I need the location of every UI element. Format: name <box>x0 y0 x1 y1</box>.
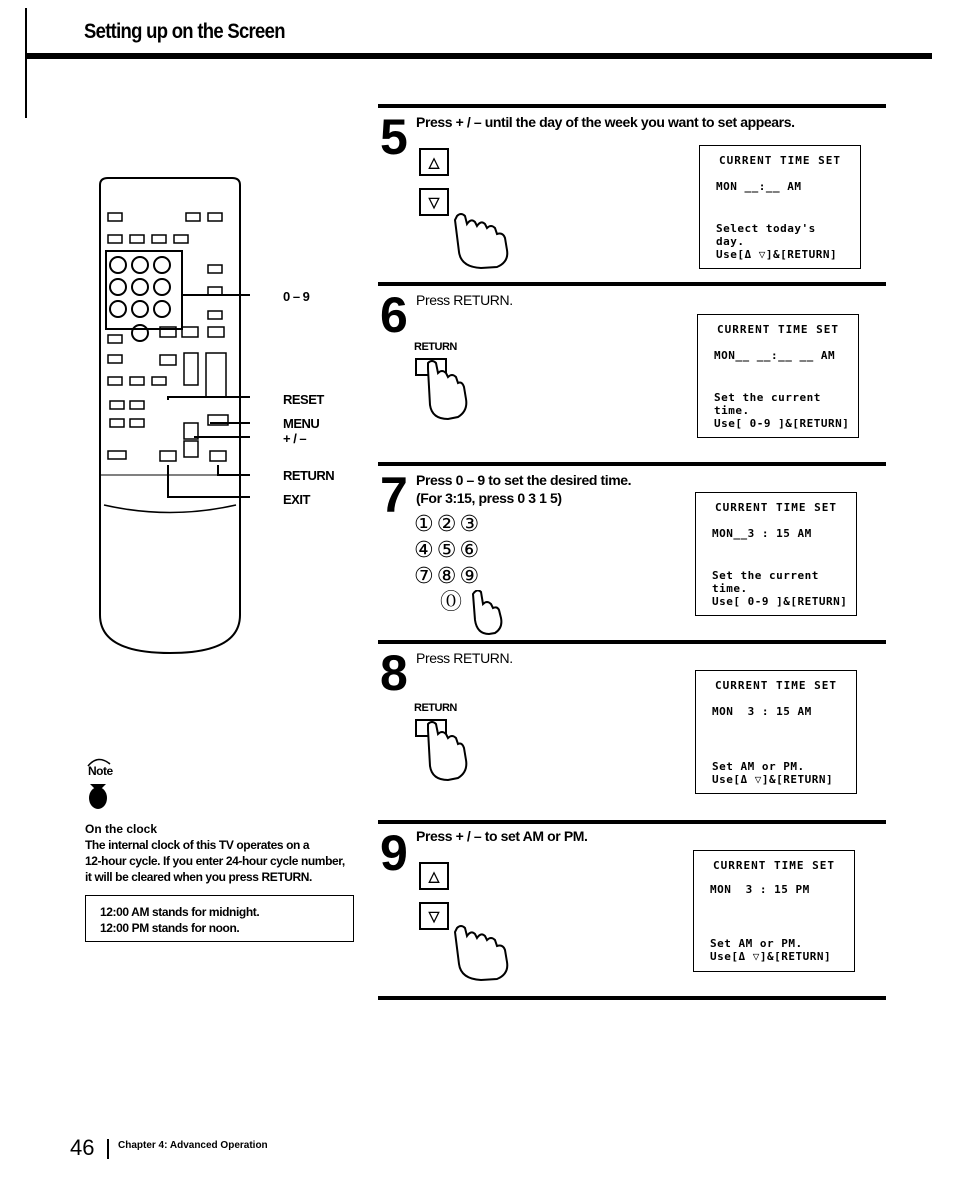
step-number: 5 <box>380 109 406 165</box>
screen-line: Use[ 0-9 ]&[RETURN] <box>712 595 848 608</box>
screen-line: MON__3 : 15 AM <box>712 527 812 540</box>
tv-screen-display <box>699 145 861 269</box>
step-number: 8 <box>380 645 406 701</box>
screen-line: Set the current <box>714 391 821 404</box>
screen-line: Set the current <box>712 569 819 582</box>
minus-down-key-icon: ▽ <box>419 188 449 216</box>
chapter-label: Chapter 4: Advanced Operation <box>118 1140 268 1151</box>
note-label: Note <box>88 764 113 778</box>
footer-divider <box>107 1139 109 1159</box>
screen-line: Use[Δ ▽]&[RETURN] <box>712 773 834 786</box>
pressing-hand-icon <box>445 924 515 984</box>
step-9-rule <box>378 820 886 824</box>
return-button-press-icon <box>414 355 474 425</box>
return-button-label: RETURN <box>414 702 457 714</box>
step-number: 9 <box>380 825 406 881</box>
step-instruction: Press + / – until the day of the week you want to set appears. <box>416 114 795 130</box>
step-5-rule <box>378 104 886 108</box>
callout-exit: EXIT <box>283 492 310 507</box>
plus-up-key-icon: △ <box>419 148 449 176</box>
screen-line: Set AM or PM. <box>710 937 803 950</box>
note-heading: On the clock <box>85 822 158 836</box>
tv-screen-display <box>695 670 857 794</box>
note-icon <box>84 752 124 812</box>
step-number: 6 <box>380 287 406 343</box>
pressing-hand-icon <box>445 212 515 272</box>
screen-line: MON __:__ AM <box>716 180 802 193</box>
bottom-rule <box>378 996 886 1000</box>
page-title: Setting up on the Screen <box>84 20 285 43</box>
screen-line: Use[ 0-9 ]&[RETURN] <box>714 417 850 430</box>
step-6-rule <box>378 282 886 286</box>
note-box <box>85 895 354 942</box>
tv-screen-display <box>697 314 859 438</box>
plus-up-key-icon: △ <box>419 862 449 890</box>
step-instruction: Press + / – to set AM or PM. <box>416 828 588 844</box>
screen-line: time. <box>712 582 748 595</box>
screen-line: MON__ __:__ __ AM <box>714 349 836 362</box>
left-margin-line <box>25 8 27 118</box>
screen-line: Set AM or PM. <box>712 760 805 773</box>
note-box-line: 12:00 PM stands for noon. <box>100 921 240 935</box>
remote-control-illustration <box>90 175 250 665</box>
minus-down-key-icon: ▽ <box>419 902 449 930</box>
callout-return: RETURN <box>283 468 335 483</box>
step-8-rule <box>378 640 886 644</box>
step-number: 7 <box>380 467 406 523</box>
screen-header: CURRENT TIME SET <box>715 501 837 514</box>
note-body-line: The internal clock of this TV operates on a <box>85 838 310 852</box>
return-button-label: RETURN <box>414 341 457 353</box>
screen-line: MON 3 : 15 PM <box>710 883 810 896</box>
number-keypad-row: ①②③ <box>414 512 483 537</box>
step-instruction: Press 0 – 9 to set the desired time. <box>416 472 632 488</box>
screen-header: CURRENT TIME SET <box>713 859 835 872</box>
tv-screen-display <box>695 492 857 616</box>
number-keypad-row: ⑦⑧⑨ <box>414 564 483 589</box>
number-keypad-row: ⓪ <box>440 590 466 615</box>
pressing-hand-icon <box>465 590 505 640</box>
note-body-line: it will be cleared when you press RETURN. <box>85 870 312 884</box>
callout-plus-minus: + / – <box>283 431 307 446</box>
screen-line: day. <box>716 235 745 248</box>
note-body-line: 12-hour cycle. If you enter 24-hour cycle number, <box>85 854 345 868</box>
screen-header: CURRENT TIME SET <box>717 323 839 336</box>
note-box-line: 12:00 AM stands for midnight. <box>100 905 260 919</box>
step-instruction-example: (For 3:15, press 0 3 1 5) <box>416 490 562 506</box>
screen-line: Use[Δ ▽]&[RETURN] <box>716 248 838 261</box>
callout-menu: MENU <box>283 416 320 431</box>
tv-screen-display <box>693 850 855 972</box>
screen-header: CURRENT TIME SET <box>719 154 841 167</box>
step-instruction: Press RETURN. <box>416 292 513 308</box>
screen-line: time. <box>714 404 750 417</box>
step-7-rule <box>378 462 886 466</box>
step-instruction: Press RETURN. <box>416 650 513 666</box>
callout-reset: RESET <box>283 392 324 407</box>
page-number: 46 <box>70 1135 95 1160</box>
screen-line: Select today's <box>716 222 816 235</box>
number-keypad-row: ④⑤⑥ <box>414 538 483 563</box>
screen-line: MON 3 : 15 AM <box>712 705 812 718</box>
callout-number-keys: 0 – 9 <box>283 289 310 304</box>
screen-header: CURRENT TIME SET <box>715 679 837 692</box>
screen-line: Use[Δ ▽]&[RETURN] <box>710 950 832 963</box>
header-rule <box>26 53 932 59</box>
return-button-press-icon <box>414 716 474 786</box>
